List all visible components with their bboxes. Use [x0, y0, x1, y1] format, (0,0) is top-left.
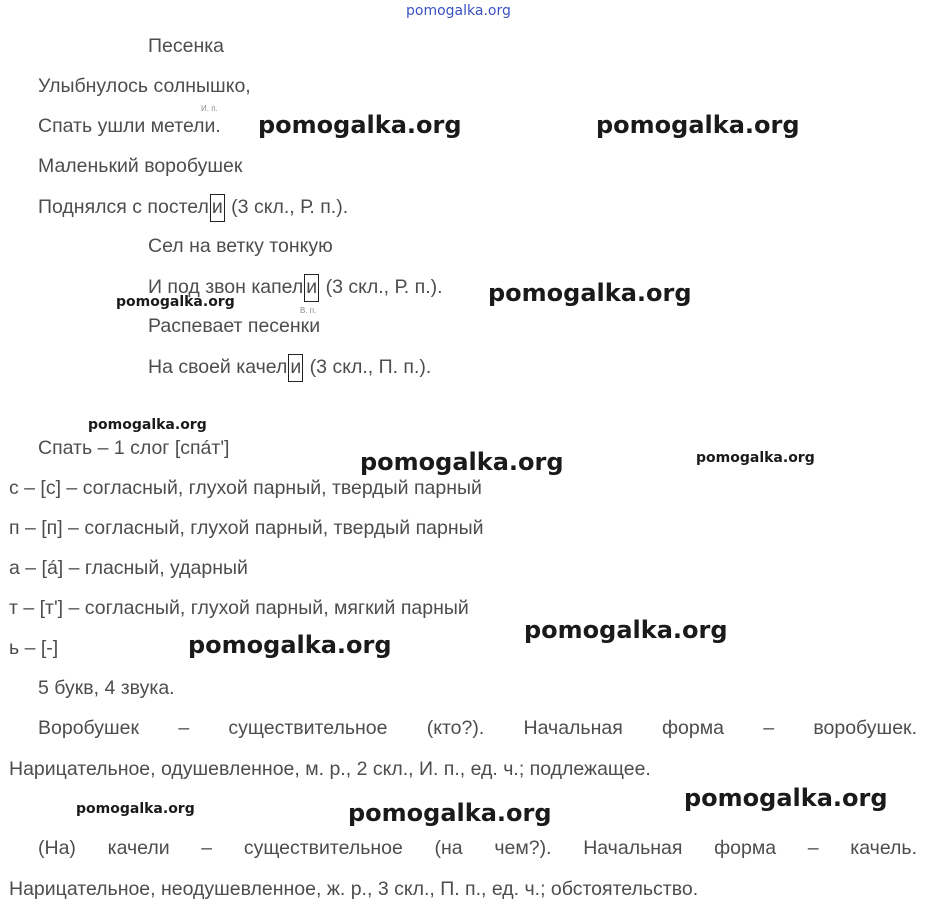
- phonetic-heading: Спать – 1 слог [спáт']: [38, 437, 230, 459]
- watermark: pomogalka.org: [258, 111, 462, 139]
- poem-line-note: (3 скл., Р. п.).: [225, 196, 349, 219]
- poem-line-text: Поднялся с постел: [38, 196, 209, 219]
- ending-box: и: [288, 354, 303, 382]
- poem-line: Улыбнулось солнышко,: [38, 75, 251, 97]
- poem-line: Сел на ветку тонкую: [148, 235, 333, 257]
- phonetic-row: а – [á] – гласный, ударный: [9, 557, 248, 579]
- poem-line-note: (3 скл., П. п.).: [304, 356, 432, 379]
- phonetic-row: с – [с] – согласный, глухой парный, твердый парный: [9, 477, 482, 499]
- watermark: pomogalka.org: [360, 448, 564, 476]
- analysis-line: (На) качели – существительное (на чем?). Начальная форма – качель.: [38, 837, 917, 859]
- poem-line-text: И под звон капел: [148, 276, 304, 299]
- phonetic-row: п – [п] – согласный, глухой парный, твердый парный: [9, 517, 484, 539]
- analysis-line: Нарицательное, одушевленное, м. р., 2 скл., И. п., ед. ч.; подлежащее.: [9, 758, 651, 780]
- poem-line: [148, 354, 431, 382]
- watermark: pomogalka.org: [348, 799, 552, 827]
- watermark-top: pomogalka.org: [406, 3, 511, 19]
- phonetic-row: ь – [-]: [9, 637, 59, 659]
- watermark: pomogalka.org: [188, 631, 392, 659]
- poem-line-note: (3 скл., Р. п.).: [320, 276, 443, 299]
- poem-line: Распевает песенки: [148, 315, 321, 337]
- watermark: pomogalka.org: [116, 294, 235, 310]
- poem-line-text: На своей качел: [148, 356, 288, 379]
- poem-line: Спать ушли метели.: [38, 115, 221, 137]
- poem-title: Песенка: [148, 35, 225, 57]
- watermark: pomogalka.org: [524, 616, 728, 644]
- ending-box: и: [210, 194, 225, 222]
- case-note: И. п.: [201, 104, 218, 113]
- case-note: В. п.: [300, 306, 317, 315]
- ending-box: и: [304, 274, 319, 302]
- analysis-line: Воробушек – существительное (кто?). Начальная форма – воробушек.: [38, 717, 917, 739]
- watermark: pomogalka.org: [596, 111, 800, 139]
- poem-line: [38, 194, 348, 222]
- watermark: pomogalka.org: [76, 801, 195, 817]
- poem-line: Маленький воробушек: [38, 155, 243, 177]
- phonetic-summary: 5 букв, 4 звука.: [38, 677, 175, 699]
- watermark: pomogalka.org: [88, 417, 207, 433]
- watermark: pomogalka.org: [488, 279, 692, 307]
- watermark: pomogalka.org: [696, 450, 815, 466]
- phonetic-row: т – [т'] – согласный, глухой парный, мягкий парный: [9, 597, 469, 619]
- watermark: pomogalka.org: [684, 784, 888, 812]
- analysis-line: Нарицательное, неодушевленное, ж. р., 3 скл., П. п., ед. ч.; обстоятельство.: [9, 878, 699, 900]
